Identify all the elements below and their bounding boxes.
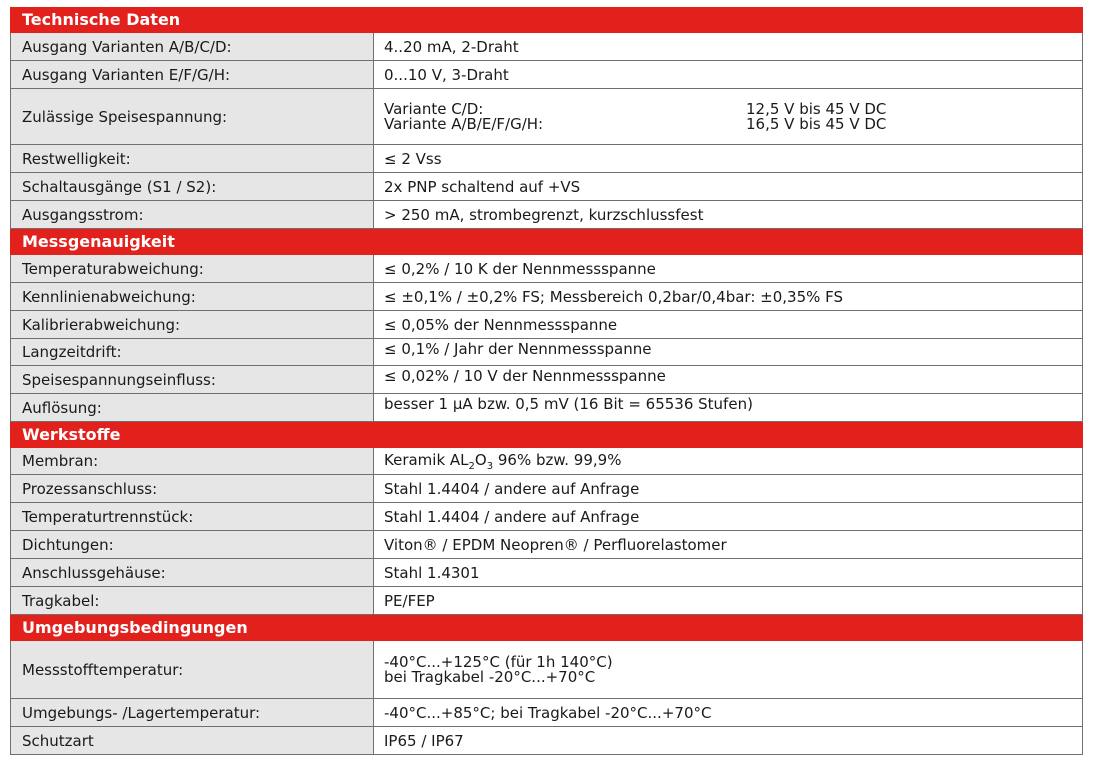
row-label: Kennlinienabweichung:: [10, 283, 374, 310]
row-label: Speisespannungseinfluss:: [10, 366, 374, 393]
membrane-material: [384, 451, 621, 472]
row-value: ≤ 0,1% / Jahr der Nennmessspanne: [374, 339, 1083, 365]
table-row: [10, 33, 1083, 61]
value-line: -40°C...+125°C (für 1h 140°C): [384, 652, 613, 671]
row-label: Umgebungs- /Lagertemperatur:: [10, 699, 374, 726]
row-label: Schutzart: [10, 727, 374, 754]
table-row: [10, 503, 1083, 531]
row-value: > 250 mA, strombegrenzt, kurzschlussfest: [374, 201, 1083, 228]
row-value: PE/FEP: [374, 587, 1083, 614]
table-row: [10, 559, 1083, 587]
row-label: Dichtungen:: [10, 531, 374, 558]
row-value: [374, 448, 1083, 474]
value-line: bei Tragkabel -20°C...+70°C: [384, 667, 596, 686]
row-value: IP65 / IP67: [374, 727, 1083, 754]
row-value: ≤ ±0,1% / ±0,2% FS; Messbereich 0,2bar/0,4bar: ±0,35% FS: [374, 283, 1083, 310]
table-row: [10, 727, 1083, 755]
variant-range: 16,5 V bis 45 V DC: [746, 114, 887, 133]
variant-range: 12,5 V bis 45 V DC: [746, 99, 887, 118]
row-value: Stahl 1.4301: [374, 559, 1083, 586]
row-label: Ausgang Varianten E/F/G/H:: [10, 61, 374, 88]
row-value: 0...10 V, 3-Draht: [374, 61, 1083, 88]
subscript: 2: [468, 460, 475, 472]
row-value: ≤ 0,02% / 10 V der Nennmessspanne: [374, 366, 1083, 393]
row-value: [374, 89, 1083, 144]
table-row: [10, 366, 1083, 394]
material-text: 96% bzw. 99,9%: [493, 450, 622, 469]
table-row: [10, 145, 1083, 173]
table-row: [10, 587, 1083, 615]
subscript: 3: [486, 460, 494, 472]
table-row: [10, 173, 1083, 201]
row-label: Restwelligkeit:: [10, 145, 374, 172]
row-label: Temperaturtrennstück:: [10, 503, 374, 530]
row-label: Zulässige Speisespannung:: [10, 89, 374, 144]
row-label: Schaltausgänge (S1 / S2):: [10, 173, 374, 200]
row-label: Prozessanschluss:: [10, 475, 374, 502]
row-value: 2x PNP schaltend auf +VS: [374, 173, 1083, 200]
row-label: Anschlussgehäuse:: [10, 559, 374, 586]
row-label: Messstofftemperatur:: [10, 641, 374, 698]
row-label: Kalibrierabweichung:: [10, 311, 374, 338]
section-header-technische-daten: Technische Daten: [10, 7, 1083, 33]
row-value: ≤ 0,05% der Nennmessspanne: [374, 311, 1083, 338]
row-value: Stahl 1.4404 / andere auf Anfrage: [374, 475, 1083, 502]
row-label: Auflösung:: [10, 394, 374, 421]
row-value: ≤ 0,2% / 10 K der Nennmessspanne: [374, 255, 1083, 282]
section-header-umgebungsbedingungen: Umgebungsbedingungen: [10, 615, 1083, 641]
row-label: Langzeitdrift:: [10, 339, 374, 365]
table-row: [10, 699, 1083, 727]
media-temperature: [384, 652, 613, 686]
material-text: O: [474, 450, 487, 469]
table-row: [10, 61, 1083, 89]
table-row: [10, 255, 1083, 283]
supply-voltage-variants: [384, 99, 887, 133]
table-row: [10, 641, 1083, 699]
table-row: [10, 448, 1083, 475]
table-row: [10, 201, 1083, 229]
table-row: [10, 475, 1083, 503]
table-row: [10, 89, 1083, 145]
table-row: [10, 339, 1083, 366]
row-value: 4..20 mA, 2-Draht: [374, 33, 1083, 60]
row-value: [374, 641, 1083, 698]
row-label: Temperaturabweichung:: [10, 255, 374, 282]
row-value: besser 1 µA bzw. 0,5 mV (16 Bit = 65536 Stufen): [374, 394, 1083, 421]
section-header-messgenauigkeit: Messgenauigkeit: [10, 229, 1083, 255]
table-row: [10, 283, 1083, 311]
table-row: [10, 311, 1083, 339]
row-value: Viton® / EPDM Neopren® / Perfluorelastomer: [374, 531, 1083, 558]
row-label: Ausgang Varianten A/B/C/D:: [10, 33, 374, 60]
row-value: Stahl 1.4404 / andere auf Anfrage: [374, 503, 1083, 530]
row-value: -40°C...+85°C; bei Tragkabel -20°C...+70°C: [374, 699, 1083, 726]
row-value: ≤ 2 Vss: [374, 145, 1083, 172]
section-header-werkstoffe: Werkstoffe: [10, 422, 1083, 448]
variant-name: Variante C/D:: [384, 99, 484, 118]
row-label: Ausgangsstrom:: [10, 201, 374, 228]
row-label: Tragkabel:: [10, 587, 374, 614]
table-row: [10, 531, 1083, 559]
spec-table: [10, 7, 1083, 755]
table-row: [10, 394, 1083, 422]
row-label: Membran:: [10, 448, 374, 474]
material-text: Keramik AL: [384, 450, 469, 469]
variant-name: Variante A/B/E/F/G/H:: [384, 114, 544, 133]
